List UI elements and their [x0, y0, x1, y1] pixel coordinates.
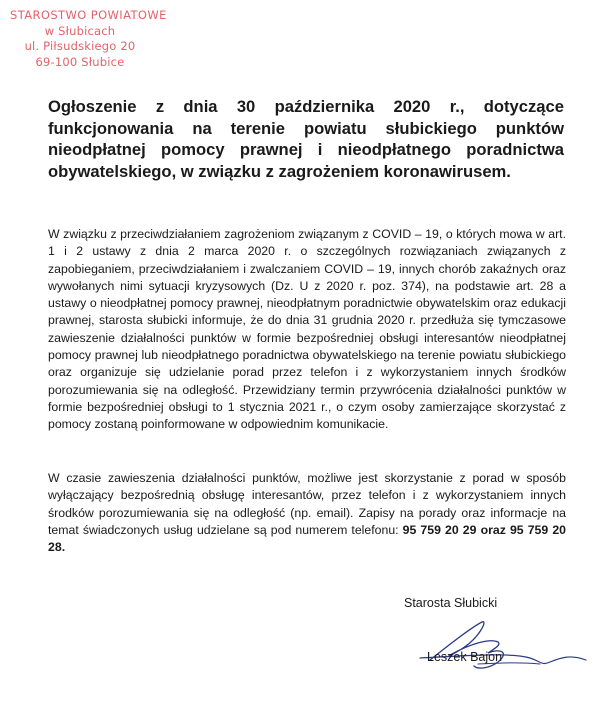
phone-numbers-period: . — [61, 540, 66, 555]
signatory-name: Leszek Bajon — [427, 650, 503, 664]
stamp-line-town: w Słubicach — [44, 23, 116, 38]
stamp-line-postcode: 69-100 Słubice — [35, 54, 125, 69]
stamp-line-office: STAROSTWO POWIATOWE — [10, 8, 167, 22]
handwritten-signature — [390, 608, 590, 678]
announcement-heading: Ogłoszenie z dnia 30 października 2020 r., dotyczące funkcjonowania na terenie powiatu słubickiego punktów nieodpłatnej pomocy prawnej i nieodpłatnego poradnictwa obywatelskiego, w związku z zagrożeniem koronawirusem. — [48, 97, 564, 181]
paragraph-remote-advice — [48, 470, 566, 556]
phone-numbers: 95 759 20 29 oraz 95 759 20 28 — [48, 522, 566, 555]
stamp-line-street: ul. Piłsudskiego 20 — [24, 39, 136, 53]
paragraph-suspension: W związku z przeciwdziałaniem zagrożeniom związanym z COVID – 19, o których mowa w art. 1 i 2 ustawy z dnia 2 marca 2020 r. o szczególnych rozwiązaniach związanych z zapobieganiem, przeciwdziałaniem i zwalczaniem COVID – 19, innych chorób zakaźnych oraz wywołanych nimi sytuacji kryzysowych (Dz. U z 2020 r. poz. 374), na podstawie art. 28 a ustawy o nieodpłatnej pomocy prawnej, nieodpłatnym poradnictwie obywatelskim oraz edukacji prawnej, starosta słubicki informuje, że do dnia 31 grudnia 2020 r. przedłuża się tymczasowe zawieszenie działalności punktów w formie bezpośredniej obsługi interesantów nieodpłatnej pomocy prawnej lub nieodpłatnego poradnictwa obywatelskiego na terenie powiatu słubickiego oraz organizuje się udzielanie porad przez telefon i z wykorzystaniem innych środków porozumiewania się na odległość. Przewidziany termin przywrócenia działalności punktów w formie bezpośredniej obsługi to 1 stycznia 2021 r., o czym osoby zamierzające skorzystać z pomocy zostaną poinformowane w odpowiednim komunikacie. — [48, 227, 566, 432]
office-stamp — [10, 8, 167, 70]
signatory-title: Starosta Słubicki — [404, 596, 498, 610]
paragraph-remote-advice-text: W czasie zawieszenia działalności punktów, możliwe jest skorzystanie z porad w sposób wyłączający bezpośrednią obsługę interesantów, przez telefon i z wykorzystaniem innych środków porozumiewania się na odległość (np. email). Zapisy na porady oraz informacje na temat świadczonych usług udzielane są pod numerem telefonu: — [48, 471, 566, 537]
